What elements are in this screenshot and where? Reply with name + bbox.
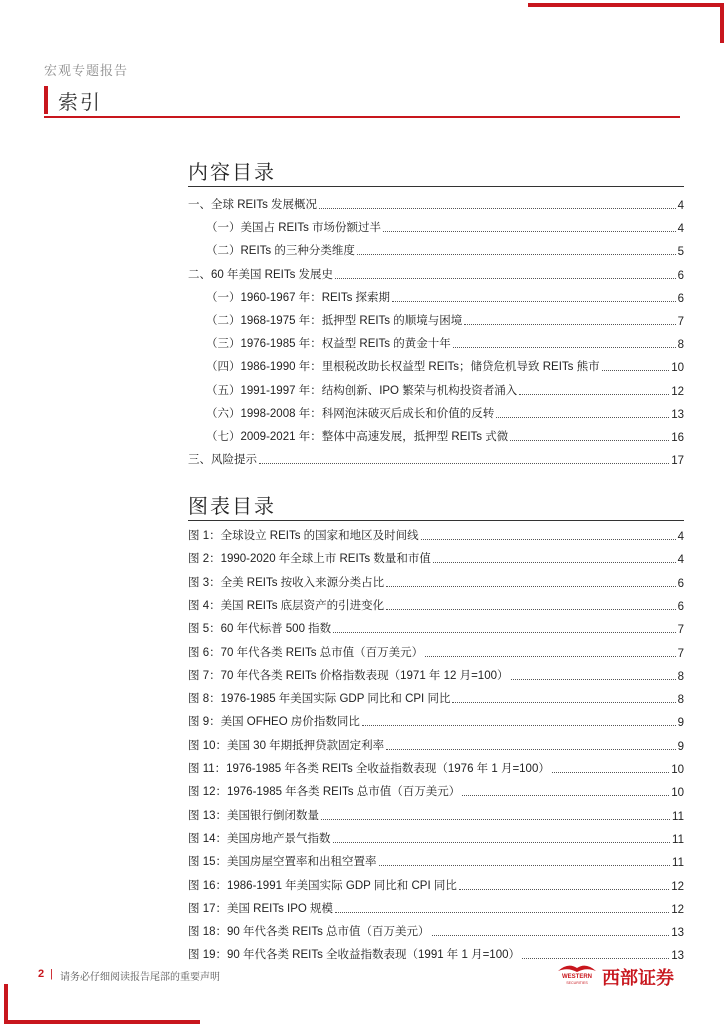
toc-entry-title: （七）2009-2021 年：整体中高速发展，抵押型 REITs 式微 <box>206 431 509 443</box>
figure-entry-title: 图 13：美国银行倒闭数量 <box>188 809 319 822</box>
figure-entry[interactable] <box>188 756 684 776</box>
toc-entry[interactable] <box>206 354 684 374</box>
toc-entry-page: 6 <box>677 269 684 282</box>
figure-entry-page: 8 <box>677 670 684 683</box>
section-title: 索引 <box>58 90 102 114</box>
figure-entry-page: 10 <box>671 764 684 776</box>
dot-leader <box>511 678 676 680</box>
figure-entry-page: 8 <box>677 694 684 707</box>
header-underline <box>44 116 680 118</box>
toc-entry-title: （二）REITs 的三种分类维度 <box>206 245 355 258</box>
figures-heading-rule <box>188 520 684 521</box>
figure-entry[interactable] <box>188 616 684 636</box>
dot-leader <box>552 771 669 773</box>
toc-entry[interactable] <box>206 424 684 444</box>
toc-entry-title: （二）1968-1975 年：抵押型 REITs 的顺境与困境 <box>206 315 463 327</box>
figures-heading: 图表目录 <box>188 494 276 518</box>
figure-entry-page: 13 <box>671 950 684 963</box>
dot-leader <box>386 748 675 750</box>
toc-entry[interactable] <box>206 238 684 258</box>
figure-entry-title: 图 18：90 年代各类 REITs 总市值（百万美元） <box>188 926 430 939</box>
dot-leader <box>335 911 669 913</box>
dot-leader <box>432 934 670 936</box>
dot-leader <box>522 957 669 959</box>
figure-entry-page: 4 <box>677 554 684 567</box>
toc-entry-title: （一）1960-1967 年：REITs 探索期 <box>206 291 391 304</box>
dot-leader <box>459 888 669 890</box>
figure-entry-title: 图 4：美国 REITs 底层资产的引进变化 <box>188 599 385 612</box>
toc-entry[interactable] <box>206 308 684 328</box>
figure-entry-title: 图 14：美国房地产景气指数 <box>188 832 331 845</box>
dot-leader <box>335 277 676 279</box>
figure-entry-page: 4 <box>677 531 684 543</box>
toc-entry[interactable] <box>188 262 684 282</box>
dot-leader <box>386 608 675 610</box>
figure-entry-page: 13 <box>671 927 684 940</box>
logo-chinese-name: 西部证券 <box>602 968 674 989</box>
toc-entry-title: 一、全球 REITs 发展概况 <box>188 199 318 211</box>
toc-entry[interactable] <box>206 401 684 421</box>
figure-entry-page: 11 <box>672 810 684 823</box>
dot-leader <box>362 724 676 726</box>
toc-entry-title: 三、风险提示 <box>188 454 257 467</box>
toc-entry-page: 16 <box>671 432 684 444</box>
dot-leader <box>319 207 676 209</box>
figure-entry[interactable] <box>188 896 684 916</box>
corner-decoration-top-horizontal <box>528 3 724 7</box>
dot-leader <box>433 561 676 563</box>
dot-leader <box>421 538 676 540</box>
figure-entry-page: 7 <box>677 624 684 637</box>
figure-entry[interactable] <box>188 849 684 869</box>
dot-leader <box>383 230 676 232</box>
logo-english-name: WESTERN <box>562 974 592 980</box>
figure-entry[interactable] <box>188 779 684 799</box>
figure-entry-title: 图 16：1986-1991 年美国实际 GDP 同比和 CPI 同比 <box>188 879 457 892</box>
dot-leader <box>259 462 669 464</box>
figure-entry-title: 图 17：美国 REITs IPO 规模 <box>188 902 334 915</box>
toc-entry-title: （一）美国占 REITs 市场份额过半 <box>206 222 382 235</box>
section-header <box>44 82 680 118</box>
toc-entry-title: （三）1976-1985 年：权益型 REITs 的黄金十年 <box>206 338 451 351</box>
dot-leader <box>496 416 669 418</box>
dot-leader <box>333 841 671 843</box>
toc-entry-title: （六）1998-2008 年：科网泡沫破灭后成长和价值的反转 <box>206 407 495 420</box>
toc-entry[interactable] <box>206 378 684 398</box>
dot-leader <box>510 439 669 441</box>
corner-decoration-bottom-vertical <box>4 984 8 1024</box>
toc-entry[interactable] <box>206 331 684 351</box>
footer-separator: | <box>50 968 53 980</box>
figure-entry[interactable] <box>188 709 684 729</box>
toc-heading: 内容目录 <box>188 160 276 184</box>
figure-entry[interactable] <box>188 546 684 566</box>
figure-entry-title: 图 5：60 年代标普 500 指数 <box>188 623 332 636</box>
figure-entry-title: 图 8：1976-1985 年美国实际 GDP 同比和 CPI 同比 <box>188 693 451 706</box>
figure-entry-title: 图 6：70 年代各类 REITs 总市值（百万美元） <box>188 646 424 659</box>
footer-page-number: 2 <box>38 968 45 980</box>
dot-leader <box>392 300 676 302</box>
dot-leader <box>321 818 670 820</box>
toc-entry-page: 12 <box>671 385 684 398</box>
dot-leader <box>602 369 670 371</box>
figure-entry-title: 图 9：美国 OFHEO 房价指数同比 <box>188 716 360 729</box>
figure-entry-page: 12 <box>671 880 684 893</box>
footer-disclaimer: 请务必仔细阅读报告尾部的重要声明 <box>60 972 220 983</box>
toc-entry-page: 8 <box>677 339 684 352</box>
figure-entry-page: 6 <box>677 600 684 613</box>
toc-entry-page: 17 <box>671 455 684 468</box>
toc-entry[interactable] <box>188 192 684 212</box>
figure-entry-page: 6 <box>677 577 684 590</box>
figure-entry[interactable] <box>188 663 684 683</box>
figure-entry-page: 9 <box>677 740 684 753</box>
figure-entry-title: 图 7：70 年代各类 REITs 价格指数表现（1971 年 12 月=100） <box>188 669 509 682</box>
figure-entry-title: 图 10：美国 30 年期抵押贷款固定利率 <box>188 739 385 752</box>
figure-entry-title: 图 15：美国房屋空置率和出租空置率 <box>188 856 377 869</box>
figure-entry-title: 图 12：1976-1985 年各类 REITs 总市值（百万美元） <box>188 786 461 799</box>
dot-leader <box>333 631 675 633</box>
dot-leader <box>462 794 669 796</box>
figure-entry[interactable] <box>188 593 684 613</box>
toc-entry-page: 5 <box>677 246 684 259</box>
report-type-label: 宏观专题报告 <box>44 64 129 79</box>
header-accent-bar <box>44 86 48 114</box>
toc-entry-page: 13 <box>671 408 684 421</box>
corner-decoration-bottom-horizontal <box>4 1020 200 1024</box>
corner-decoration-top-vertical <box>720 3 724 43</box>
dot-leader <box>379 864 671 866</box>
figure-entry-title: 图 11：1976-1985 年各类 REITs 全收益指数表现（1976 年 1 月=100） <box>188 763 550 775</box>
figure-entry[interactable] <box>188 873 684 893</box>
figure-entry-title: 图 1：全球设立 REITs 的国家和地区及时间线 <box>188 530 419 542</box>
dot-leader <box>386 585 675 587</box>
toc-entry-title: （四）1986-1990 年：里根税改助长权益型 REITs；储贷危机导致 REITs 熊市 <box>206 361 600 374</box>
toc-entry[interactable] <box>188 447 684 467</box>
toc-entry-page: 4 <box>677 223 684 236</box>
dot-leader <box>464 323 675 325</box>
toc-entry-page: 6 <box>677 292 684 305</box>
figure-entry[interactable] <box>188 523 684 543</box>
figure-entry[interactable] <box>188 942 684 962</box>
dot-leader <box>357 253 676 255</box>
figure-entry[interactable] <box>188 919 684 939</box>
figure-entry-page: 11 <box>672 857 684 870</box>
figure-entry[interactable] <box>188 803 684 823</box>
dot-leader <box>453 346 676 348</box>
figure-entry-title: 图 2：1990-2020 年全球上市 REITs 数量和市值 <box>188 553 431 566</box>
logo-english-subname: SECURITIES <box>566 981 588 985</box>
dot-leader <box>425 655 675 657</box>
toc-entry-title: 二、60 年美国 REITs 发展史 <box>188 268 334 281</box>
toc-entry-page: 10 <box>671 362 684 375</box>
figure-entry-page: 9 <box>677 717 684 730</box>
figure-entry-page: 12 <box>671 903 684 916</box>
figure-entry[interactable] <box>188 826 684 846</box>
figure-entry-page: 7 <box>677 647 684 660</box>
toc-entry[interactable] <box>206 215 684 235</box>
figure-entry-title: 图 3：全美 REITs 按收入来源分类占比 <box>188 576 385 589</box>
figure-entry-page: 10 <box>671 787 684 800</box>
toc-entry-page: 7 <box>677 316 684 328</box>
toc-entry-page: 4 <box>677 200 684 212</box>
toc-entry-title: （五）1991-1997 年：结构创新、IPO 繁荣与机构投资者涌入 <box>206 384 518 397</box>
toc-entry[interactable] <box>206 285 684 305</box>
figure-entry[interactable] <box>188 733 684 753</box>
toc-heading-rule <box>188 186 684 187</box>
dot-leader <box>519 393 669 395</box>
western-securities-logo-icon <box>556 962 598 986</box>
figure-entry[interactable] <box>188 640 684 660</box>
figure-entry-title: 图 19：90 年代各类 REITs 全收益指数表现（1991 年 1 月=100） <box>188 949 520 962</box>
dot-leader <box>452 701 675 703</box>
figure-entry[interactable] <box>188 570 684 590</box>
figure-entry[interactable] <box>188 686 684 706</box>
figure-entry-page: 11 <box>672 833 684 846</box>
